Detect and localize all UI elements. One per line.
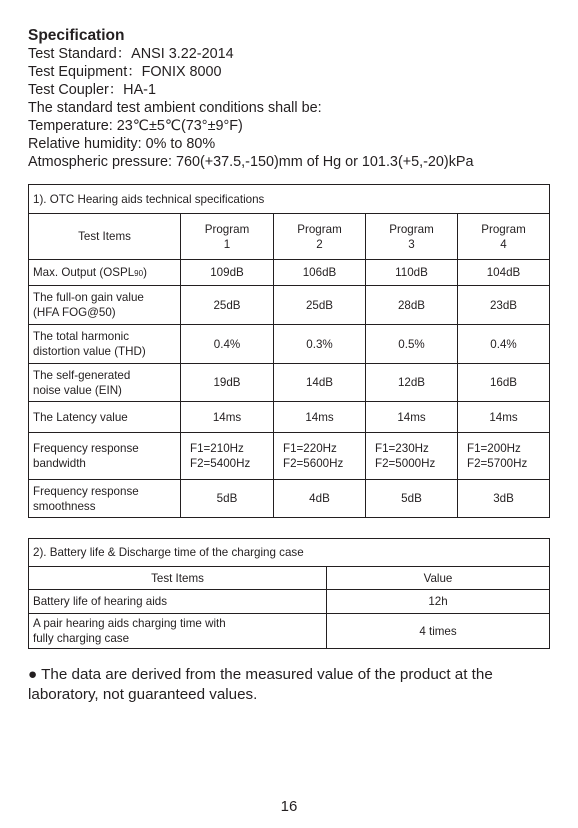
row-label <box>29 433 181 480</box>
table-title: 1). OTC Hearing aids technical specifications <box>29 185 550 214</box>
row-label <box>29 480 181 518</box>
column-header: Test Items <box>29 214 181 260</box>
row-label-text: The Latency value <box>33 410 128 424</box>
table-cell <box>181 433 274 480</box>
table-cell: 110dB <box>366 260 458 286</box>
table-row <box>29 614 550 649</box>
spec-title: Specification <box>28 27 125 44</box>
table-row <box>29 260 550 286</box>
table-cell: 109dB <box>181 260 274 286</box>
header-program-4: Program 4 <box>481 222 526 251</box>
table-cell: 104dB <box>458 260 550 286</box>
table-cell: 3dB <box>458 480 550 518</box>
table-cell: 25dB <box>274 286 366 325</box>
table-header-row <box>29 214 550 260</box>
table-cell: 12h <box>327 590 550 614</box>
table-cell: 5dB <box>181 480 274 518</box>
table-cell: 4dB <box>274 480 366 518</box>
table-cell <box>366 433 458 480</box>
table-cell: 16dB <box>458 364 550 402</box>
column-header: Test Items <box>29 567 327 590</box>
battery-table <box>28 538 550 649</box>
spec-temperature: Temperature: 23℃±5℃(73°±9°F) <box>28 118 243 134</box>
table-header-row <box>29 567 550 590</box>
table-cell: 25dB <box>181 286 274 325</box>
row-label <box>29 614 327 649</box>
table-cell: 14ms <box>458 402 550 433</box>
row-label <box>29 325 181 364</box>
table-cell: 14ms <box>274 402 366 433</box>
table-title-row <box>29 185 550 214</box>
table-row <box>29 286 550 325</box>
page-number: 16 <box>280 798 298 815</box>
table-cell: 12dB <box>366 364 458 402</box>
table-cell: 14dB <box>274 364 366 402</box>
table-cell: 0.5% <box>366 325 458 364</box>
row-label-text: Frequency response bandwidth <box>33 442 139 470</box>
spec-ambient-conditions: The standard test ambient conditions shall be: <box>28 100 322 116</box>
otc-spec-table <box>28 184 550 518</box>
table-cell: 19dB <box>181 364 274 402</box>
table-row <box>29 433 550 480</box>
table-row <box>29 325 550 364</box>
row-label: Max. Output (OSPL90) <box>29 260 181 286</box>
row-label-text: The total harmonic distortion value (THD) <box>33 330 146 358</box>
column-header: Value <box>327 567 550 590</box>
column-header <box>274 214 366 260</box>
table-cell: 0.4% <box>181 325 274 364</box>
table-cell <box>458 433 550 480</box>
header-program-1: Program 1 <box>204 222 250 251</box>
row-label-text: The self-generated noise value (EIN) <box>33 368 131 397</box>
table-cell: 106dB <box>274 260 366 286</box>
spec-pressure: Atmospheric pressure: 760(+37.5,-150)mm of Hg or 101.3(+5,-20)kPa <box>28 154 474 170</box>
freq-range-text: F1=200Hz F2=5700Hz <box>467 442 528 470</box>
table-row <box>29 480 550 518</box>
table-cell: 0.4% <box>458 325 550 364</box>
table-title-row <box>29 539 550 567</box>
row-label: Battery life of hearing aids <box>29 590 327 614</box>
spec-test-coupler: Test Coupler：HA-1 <box>28 82 156 98</box>
header-program-2: Program 2 <box>297 222 342 251</box>
table-title: 2). Battery life & Discharge time of the charging case <box>29 539 550 567</box>
table-cell: 14ms <box>181 402 274 433</box>
table-row <box>29 364 550 402</box>
spec-test-equipment: Test Equipment：FONIX 8000 <box>28 64 222 80</box>
row-label-text: The full-on gain value (HFA FOG@50) <box>33 291 144 319</box>
spec-test-standard: Test Standard：ANSI 3.22-2014 <box>28 46 234 62</box>
table-cell: 4 times <box>327 614 550 649</box>
table-cell: 5dB <box>366 480 458 518</box>
freq-range-text: F1=210Hz F2=5400Hz <box>190 442 251 470</box>
row-label <box>29 402 181 433</box>
row-label-text: A pair hearing aids charging time with fully charging case <box>33 617 226 645</box>
column-header <box>458 214 550 260</box>
row-label <box>29 286 181 325</box>
freq-range-text: F1=230Hz F2=5000Hz <box>375 442 436 470</box>
table-cell: 23dB <box>458 286 550 325</box>
table-cell <box>274 433 366 480</box>
freq-range-text: F1=220Hz F2=5600Hz <box>283 442 344 470</box>
spec-humidity: Relative humidity: 0% to 80% <box>28 136 216 152</box>
column-header <box>366 214 458 260</box>
row-label <box>29 364 181 402</box>
header-program-3: Program 3 <box>389 222 434 251</box>
disclaimer-note: ● The data are derived from the measured value of the product at the laboratory, not guaranteed values. <box>28 666 493 703</box>
table-cell: 0.3% <box>274 325 366 364</box>
column-header <box>181 214 274 260</box>
table-cell: 14ms <box>366 402 458 433</box>
row-label-text: Frequency response smoothness <box>33 484 139 513</box>
table-cell: 28dB <box>366 286 458 325</box>
table-row <box>29 590 550 614</box>
table-row <box>29 402 550 433</box>
specification-section <box>28 27 558 171</box>
